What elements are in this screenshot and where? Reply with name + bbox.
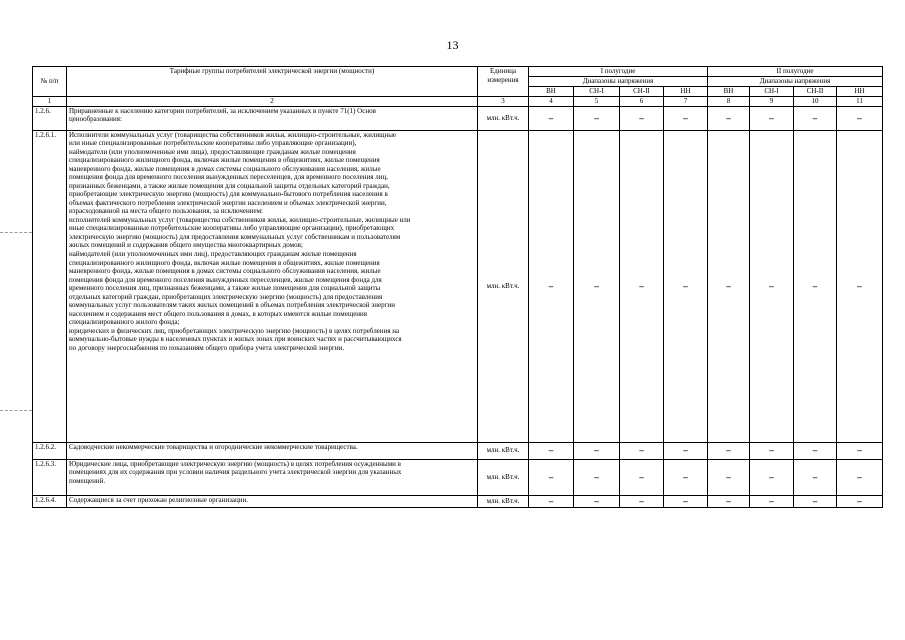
scan-artifact [0, 410, 32, 411]
value-cell: – [529, 495, 574, 507]
description-line: наймодателей (или уполномоченных ими лиц), предоставляющих гражданам жилые помещения [69, 249, 357, 258]
value-cell: – [664, 106, 708, 130]
voltage-level: СН-II [620, 87, 664, 97]
row-code: 1.2.6.4. [33, 495, 67, 507]
voltage-level: ВН [529, 87, 574, 97]
value-cell: – [529, 459, 574, 495]
description-line: специализированного жилищного фонда, включая жилые помещения в общежитиях, жилые помещения [69, 258, 380, 267]
description-line: приобретающие электрическую энергию (мощность) для коммунально-бытового потребления населения в [69, 190, 388, 199]
value-cell: – [620, 106, 664, 130]
header-voltage-range-1: Диапазоны напряжения [529, 77, 708, 87]
value-cell: – [708, 130, 750, 442]
value-cell: – [574, 130, 620, 442]
header-unit-column: Единица измерения [478, 67, 529, 97]
value-cell: – [794, 459, 837, 495]
description-line: признанных беженцами, а также жилые помещения для социальной защиты отдельных категорий граждан, [69, 181, 390, 190]
description-line: объемах фактического потребления электрической энергии населением и объемах электрической энергии, [69, 198, 387, 207]
description-line: маневренного фонда, жилые помещения в домах системы социального обслуживания населения, жилые [69, 164, 381, 173]
description-line: израсходованной на места общего пользования, за исключением: [69, 207, 263, 216]
description-line: помещения фонда для временного поселения вынужденных переселенцев, для временного поселения лиц, [69, 173, 388, 182]
voltage-level: ВН [708, 87, 750, 97]
table-row [33, 106, 883, 130]
voltage-level: СН-I [574, 87, 620, 97]
value-cell: – [574, 106, 620, 130]
value-cell: – [708, 442, 750, 459]
table-row [33, 442, 883, 459]
value-cell: – [620, 459, 664, 495]
row-description [67, 442, 478, 459]
row-unit: млн. кВт.ч. [478, 130, 529, 442]
value-cell: – [837, 459, 883, 495]
description-line: специализированного жилого фонда; [69, 318, 180, 327]
row-code: 1.2.6.3. [33, 459, 67, 495]
value-cell: – [574, 442, 620, 459]
value-cell: – [750, 495, 794, 507]
column-number: 3 [478, 97, 529, 107]
value-cell: – [529, 106, 574, 130]
description-line: помещения фонда для временного поселения вынужденных переселенцев, жилые помещения фонда для [69, 275, 382, 284]
value-cell: – [620, 442, 664, 459]
row-description [67, 495, 478, 507]
column-number: 4 [529, 97, 574, 107]
description-line: коммунальных услуг пользователям таких жилых помещений в объемах потребления электрической энергии [69, 301, 395, 310]
description-line: электрическую энергию (мощность) для предоставления коммунальных услуг собственникам и пользователям [69, 232, 401, 241]
description-line: жилых помещений и содержания общего имущества многоквартирных домов; [69, 241, 303, 250]
voltage-level: НН [664, 87, 708, 97]
description-line: юридических и физических лиц, приобретающих электрическую энергию (мощность) в целях потребления на [69, 326, 400, 335]
value-cell: – [529, 442, 574, 459]
description-line: наймодатели (или уполномоченные ими лица), предоставляющие гражданам жилые помещения [69, 147, 356, 156]
column-number: 9 [750, 97, 794, 107]
description-line: или иные специализированные потребительские кооперативы либо управляющие организации), [69, 139, 357, 148]
voltage-level: СН-II [794, 87, 837, 97]
description-line: по договору энергоснабжения по показаниям общего прибора учета электрической энергии. [69, 343, 345, 352]
table-row [33, 130, 883, 442]
value-cell: – [794, 130, 837, 442]
voltage-level: НН [837, 87, 883, 97]
value-cell: – [620, 130, 664, 442]
value-cell: – [794, 106, 837, 130]
header-half1: I полугодие [529, 67, 708, 77]
description-line: Приравненные к населению категории потребителей, за исключением указанных в пункте 71(1) Основ [69, 106, 376, 115]
description-line: Содержащиеся за счет прихожан религиозные организации. [69, 495, 248, 504]
table-row [33, 459, 883, 495]
description-line: Садоводческие некоммерческие товарищества и огороднические некоммерческие товарищества. [69, 442, 358, 451]
column-number: 11 [837, 97, 883, 107]
description-line: иные специализированные потребительские кооперативы либо управляющие организации), приобретающих [69, 224, 395, 233]
table-row [33, 495, 883, 507]
value-cell: – [529, 130, 574, 442]
row-description [67, 106, 478, 130]
description-line: помещений. [69, 476, 106, 485]
page-number: 13 [446, 38, 459, 52]
value-cell: – [837, 495, 883, 507]
value-cell: – [794, 442, 837, 459]
description-line: исполнителей коммунальных услуг (товарищества собственников жилья, жилищно-строительные, жилищные или [69, 215, 411, 224]
header-half2: II полугодие [708, 67, 883, 77]
column-number: 6 [620, 97, 664, 107]
value-cell: – [574, 459, 620, 495]
row-unit: млн. кВт.ч. [478, 495, 529, 507]
value-cell: – [750, 442, 794, 459]
row-description [67, 459, 478, 495]
row-code: 1.2.6.1. [33, 130, 67, 442]
column-number: 8 [708, 97, 750, 107]
description-line: Юридические лица, приобретающие электрическую энергию (мощность) в целях потребления осужденными в [69, 459, 401, 468]
value-cell: – [794, 495, 837, 507]
row-code: 1.2.6.2. [33, 442, 67, 459]
header-group-column: Тарифные группы потребителей электрической энергии (мощности) [67, 67, 478, 97]
value-cell: – [664, 495, 708, 507]
row-unit: млн. кВт.ч. [478, 459, 529, 495]
row-description [67, 130, 478, 442]
value-cell: – [620, 495, 664, 507]
value-cell: – [837, 442, 883, 459]
value-cell: – [574, 495, 620, 507]
description-line: маневренного фонда, жилые помещения в домах системы социального обслуживания населения, жилые [69, 267, 381, 276]
description-line: помещениях для их содержания при условии наличия раздельного учета электрической энергии для указанных [69, 468, 402, 477]
value-cell: – [837, 106, 883, 130]
row-unit: млн. кВт.ч. [478, 106, 529, 130]
tariff-table [32, 66, 883, 508]
description-line: населением и содержания мест общего пользования в домах, в которых имеются жилые помещения [69, 309, 368, 318]
row-code: 1.2.6. [33, 106, 67, 130]
value-cell: – [708, 495, 750, 507]
column-number: 1 [33, 97, 67, 107]
voltage-level: СН-I [750, 87, 794, 97]
scan-artifact [0, 232, 32, 233]
value-cell: – [664, 442, 708, 459]
header-voltage-range-2: Диапазоны напряжения [708, 77, 883, 87]
value-cell: – [708, 106, 750, 130]
value-cell: – [750, 130, 794, 442]
value-cell: – [708, 459, 750, 495]
header-number-column: № п/п [33, 67, 67, 97]
value-cell: – [750, 106, 794, 130]
value-cell: – [750, 459, 794, 495]
column-number: 10 [794, 97, 837, 107]
row-unit: млн. кВт.ч. [478, 442, 529, 459]
value-cell: – [664, 459, 708, 495]
column-number: 7 [664, 97, 708, 107]
description-line: специализированного жилищного фонда, включая жилые помещения в общежитиях, жилые помещения [69, 156, 380, 165]
column-number: 2 [67, 97, 478, 107]
value-cell: – [664, 130, 708, 442]
description-line: временного поселения лиц, признанных беженцами, а также жилые помещения для социальной защиты [69, 284, 381, 293]
description-line: коммунально-бытовые нужды в населенных пунктах и жилых зонах при воинских частях и рассчитывающихся [69, 335, 402, 344]
description-line: отдельных категорий граждан, приобретающих электрическую энергию (мощность) для предоставления [69, 292, 383, 301]
description-line: Исполнители коммунальных услуг (товарищества собственников жилья, жилищно-строительные, жилищные [69, 130, 397, 139]
description-line: ценообразования: [69, 115, 122, 124]
value-cell: – [837, 130, 883, 442]
column-number: 5 [574, 97, 620, 107]
